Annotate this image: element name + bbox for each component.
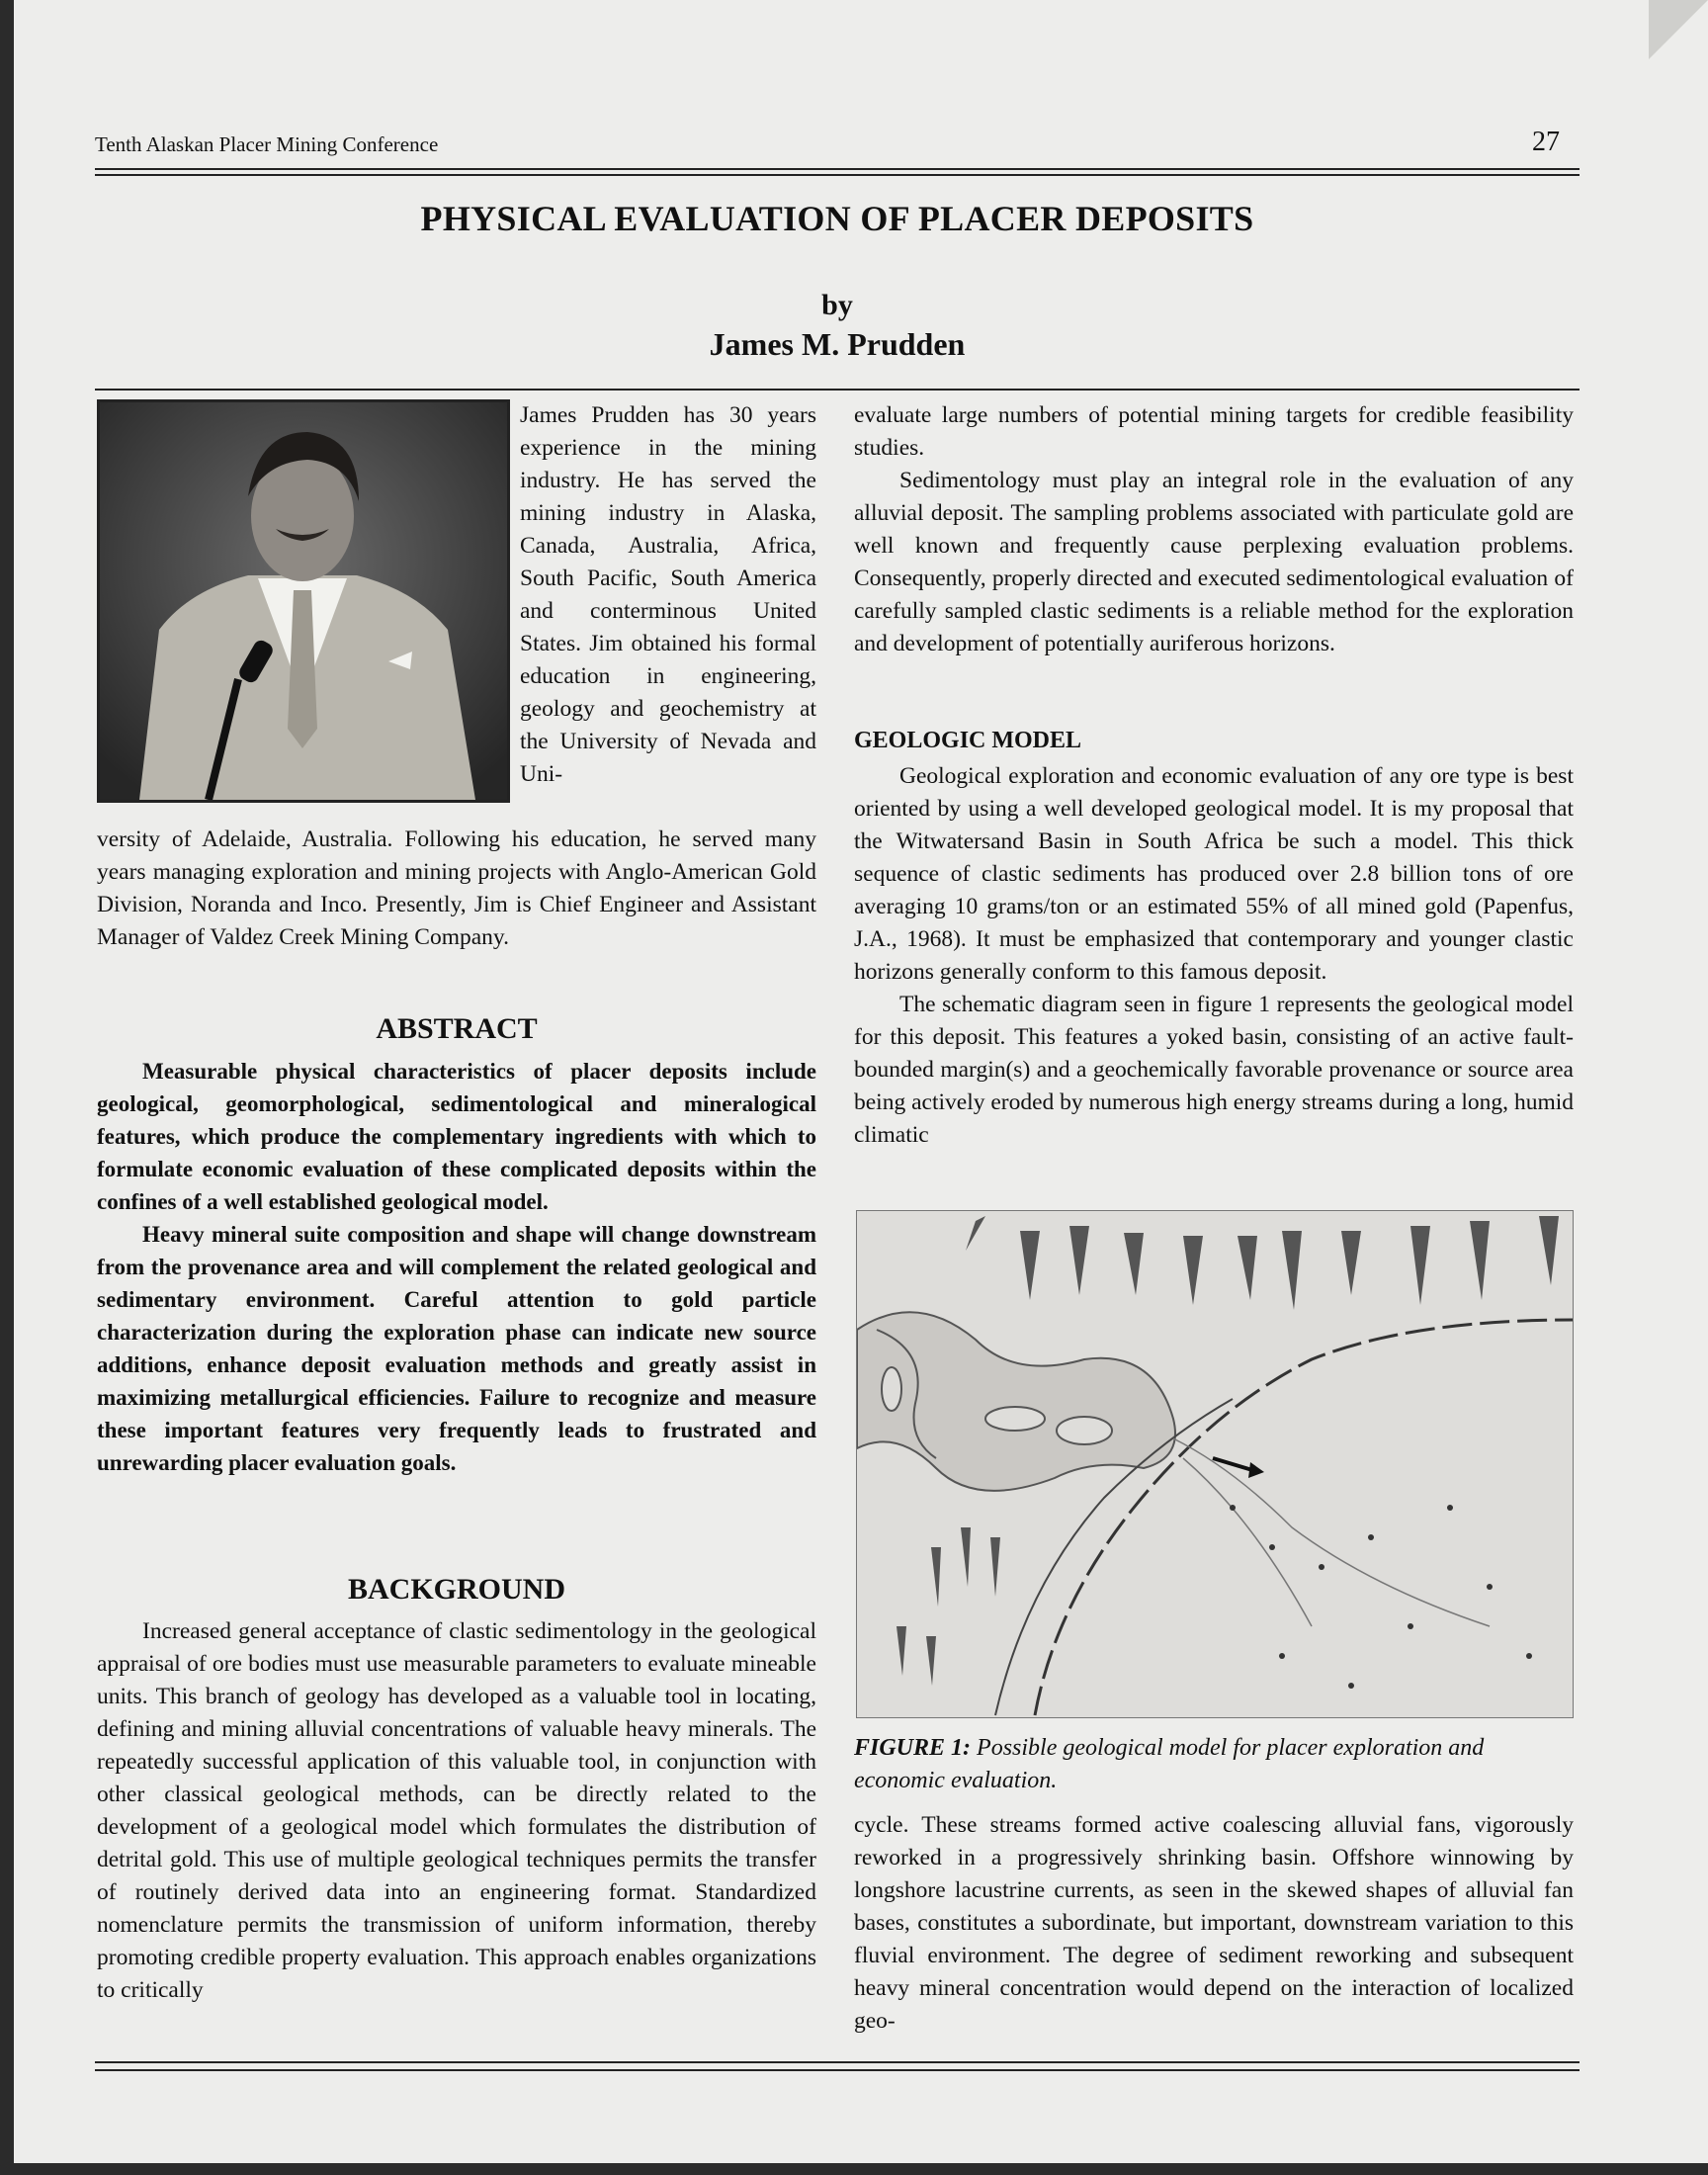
figure-1-caption — [854, 1732, 1574, 1797]
body-paragraph: evaluate large numbers of potential mining targets for credible feasibility studies. — [854, 402, 1574, 461]
footer-rule — [95, 2061, 1580, 2063]
abstract-paragraph: Heavy mineral suite composition and shape will change downstream from the provenance area and will complement the related geological and sedimentary environment. Careful attention to gold particle characterization during the exploration phase can indicate new source additions, enhance deposit evaluation methods and greatly assist in maximizing metallurgical efficiencies. Failure to recognize and measure these important features very frequently leads to frustrated and unrewarding placer evaluation goals. — [97, 1222, 816, 1475]
author-bio-continued: versity of Adelaide, Australia. Following his education, he served many years managing exploration and mining projects with Anglo-American Gold Division, Noranda and Inco. Presently, Jim is Chief Engineer and Assistant Manager of Valdez Creek Mining Company. — [97, 826, 816, 950]
footer-rule-double — [95, 2069, 1580, 2071]
header-rule-double — [95, 174, 1580, 176]
author-bio-right — [520, 399, 816, 791]
running-header: Tenth Alaskan Placer Mining Conference — [95, 132, 439, 156]
geologic-model-body — [854, 760, 1574, 1152]
background-heading: BACKGROUND — [347, 1573, 565, 1606]
figure-1-diagram — [856, 1210, 1574, 1718]
body-paragraph: Sedimentology must play an integral role in the evaluation of any alluvial deposit. The sampling problems associated with particulate gold are well known and frequently cause perplexing evaluation problems. Consequently, properly directed and executed sedimentological evaluation of carefully sampled clastic sediments is a reliable method for the exploration and development of potentially auriferous horizons. — [854, 468, 1574, 656]
article-title: PHYSICAL EVALUATION OF PLACER DEPOSITS — [420, 199, 1254, 238]
background-paragraph: Increased general acceptance of clastic sedimentology in the geological appraisal of ore bodies must use measurable parameters to evaluate mineable units. This branch of geology has developed as a valuable tool in locating, defining and mining alluvial concentrations of valuable heavy minerals. The repeatedly successful application of this valuable tool, in conjunction with other classical geological methods, can be directly related to the development of a geological model which formulates the distribution of detrital gold. This use of multiple geological techniques permits the transfer of routinely derived data into an engineering format. Standardized nomenclature permits the transmission of uniform information, thereby promoting credible property evaluation. This approach enables organizations to critically — [97, 1618, 816, 2003]
geologic-model-heading: GEOLOGIC MODEL — [854, 728, 1082, 753]
page — [14, 0, 1708, 2163]
figure-label: FIGURE 1: — [854, 1735, 972, 1761]
body-paragraph: Geological exploration and economic evaluation of any ore type is best oriented by using a well developed geological model. It is my proposal that the Witwatersand Basin in South Africa be such a model. This thick sequence of clastic sediments has produced over 2.8 billion tons of ore averaging 10 grams/ton or an estimated 55% of all mined gold (Papenfus, J.A., 1968). It must be emphasized that contemporary and younger clastic horizons generally conform to this famous deposit. — [854, 763, 1574, 985]
background-body — [97, 1615, 816, 2007]
header-rule — [95, 168, 1580, 170]
byline-by: by — [821, 289, 853, 321]
page-number: 27 — [1532, 127, 1560, 157]
author-bio-left — [97, 824, 816, 954]
figure-caption-text: Possible geological model for placer exploration and economic evaluation. — [854, 1735, 1485, 1793]
author-name: James M. Prudden — [709, 326, 966, 362]
right-column-continuation — [854, 1809, 1574, 2038]
page-fold — [1649, 0, 1708, 59]
abstract-heading: ABSTRACT — [376, 1012, 538, 1045]
author-bio-text: James Prudden has 30 years experience in the mining industry. He has served the mining industry in Alaska, Canada, Australia, Africa, South Pacific, South America and conterminous United States. Jim obtained his formal education in engineering, geology and geochemistry at the University of Nevada and Uni- — [520, 402, 816, 787]
abstract-paragraph: Measurable physical characteristics of placer deposits include geological, geomorphological, sedimentological and mineralogical features, which produce the complementary ingredients with which to formulate economic evaluation of these complicated deposits within the confines of a well established geological model. — [97, 1059, 816, 1214]
author-photo — [97, 399, 510, 803]
right-column-intro — [854, 399, 1574, 660]
body-paragraph: The schematic diagram seen in figure 1 represents the geological model for this deposit. This features a yoked basin, consisting of an active fault-bounded margin(s) and a geochemically favorable provenance or source area being actively eroded by numerous high energy streams during a long, humid climatic — [854, 992, 1574, 1148]
abstract-body — [97, 1055, 816, 1479]
body-paragraph: cycle. These streams formed active coalescing alluvial fans, vigorously reworked in a progressively shrinking basin. Offshore winnowing by longshore lacustrine currents, as seen in the skewed shapes of alluvial fan bases, constitutes a subordinate, but important, downstream variation to this fluvial environment. The degree of sediment reworking and subsequent heavy mineral concentration would depend on the interaction of localized geo- — [854, 1812, 1574, 2034]
title-rule — [95, 389, 1580, 391]
